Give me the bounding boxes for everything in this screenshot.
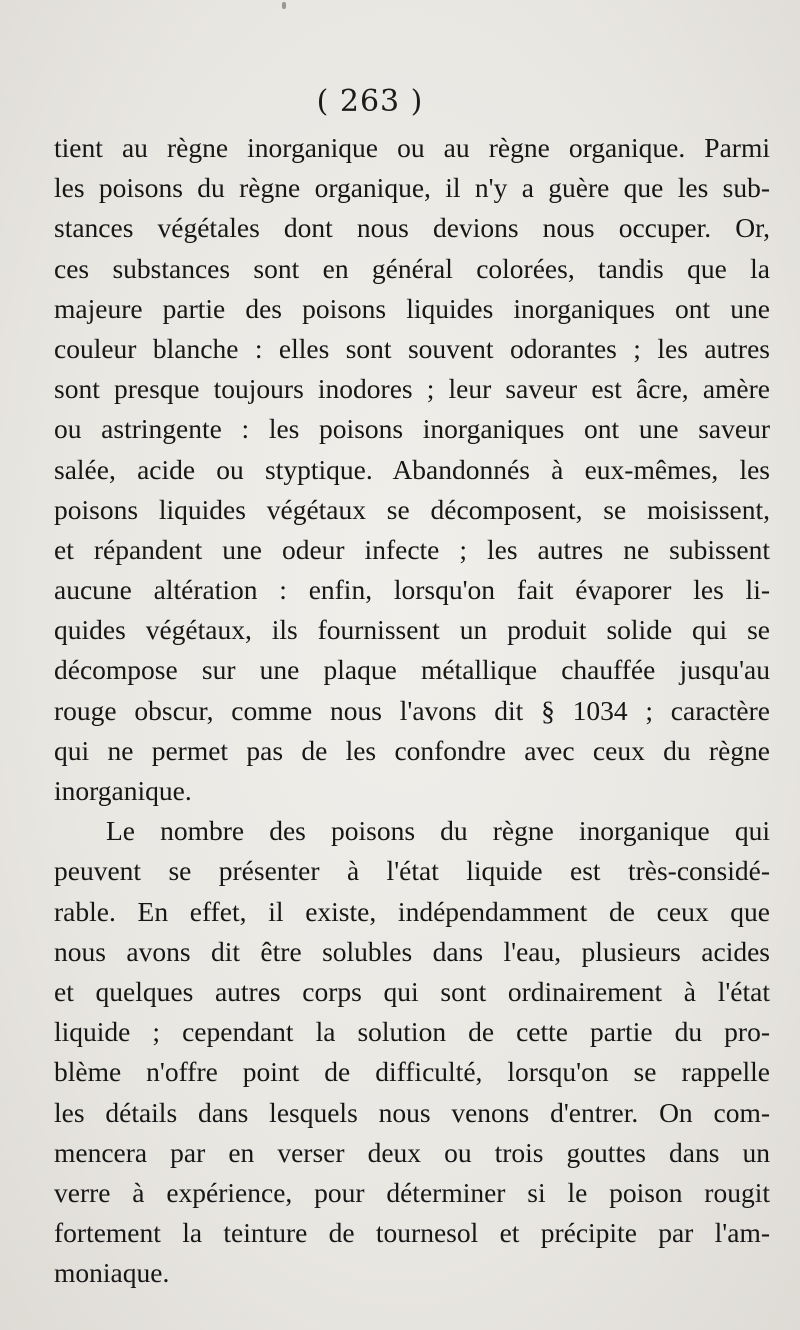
ink-mark (282, 2, 286, 9)
text-line: et quelques autres corps qui sont ordinairement à l'état (54, 975, 770, 1007)
page-number: ( 263 ) (316, 84, 424, 119)
text-line: couleur blanche : elles sont souvent odorantes ; les autres (54, 332, 770, 364)
text-line: quides végétaux, ils fournissent un produit solide qui se (54, 614, 770, 646)
text-line: nous avons dit être solubles dans l'eau, plusieurs acides (54, 935, 770, 967)
text-line: stances végétales dont nous devions nous occuper. Or, (54, 212, 770, 244)
text-line: sont presque toujours inodores ; leur saveur est âcre, amère (54, 373, 770, 405)
text-line: liquide ; cependant la solution de cette partie du pro- (54, 1016, 770, 1048)
text-line: blème n'offre point de difficulté, lorsqu'on se rappelle (54, 1056, 770, 1088)
text-line: qui ne permet pas de les confondre avec ceux du règne (54, 734, 770, 766)
text-line: ou astringente : les poisons inorganiques ont une saveur (54, 413, 770, 445)
text-line: et répandent une odeur infecte ; les autres ne subissent (54, 533, 770, 565)
body-text (54, 128, 770, 1293)
text-line: les détails dans lesquels nous venons d'entrer. On com- (54, 1096, 770, 1128)
text-line: tient au règne inorganique ou au règne organique. Parmi (54, 132, 770, 163)
text-line: les poisons du règne organique, il n'y a guère que les sub- (54, 172, 770, 204)
text-line: ces substances sont en général colorées, tandis que la (54, 252, 770, 284)
text-line: mencera par en verser deux ou trois gouttes dans un (54, 1136, 770, 1168)
text-line: salée, acide ou styptique. Abandonnés à eux-mêmes, les (54, 453, 770, 485)
text-line: majeure partie des poisons liquides inorganiques ont une (54, 292, 770, 324)
text-line: rable. En effet, il existe, indépendamment de ceux que (54, 895, 770, 927)
text-line: décompose sur une plaque métallique chauffée jusqu'au (54, 654, 770, 686)
paragraph-end-line: moniaque. (54, 1257, 170, 1289)
text-line: verre à expérience, pour déterminer si le poison rougit (54, 1176, 770, 1208)
text-line: peuvent se présenter à l'état liquide est très-considé- (54, 855, 770, 887)
text-line: aucune altération : enfin, lorsqu'on fait évaporer les li- (54, 574, 770, 606)
paragraph-end-line: inorganique. (54, 775, 192, 806)
text-line: rouge obscur, comme nous l'avons dit § 1034 ; caractère (54, 694, 770, 726)
paragraph-first-line: Le nombre des poisons du règne inorganique qui (106, 815, 770, 847)
text-line: fortement la teinture de tournesol et précipite par l'am- (54, 1217, 770, 1249)
text-line: poisons liquides végétaux se décomposent, se moisissent, (54, 493, 770, 525)
